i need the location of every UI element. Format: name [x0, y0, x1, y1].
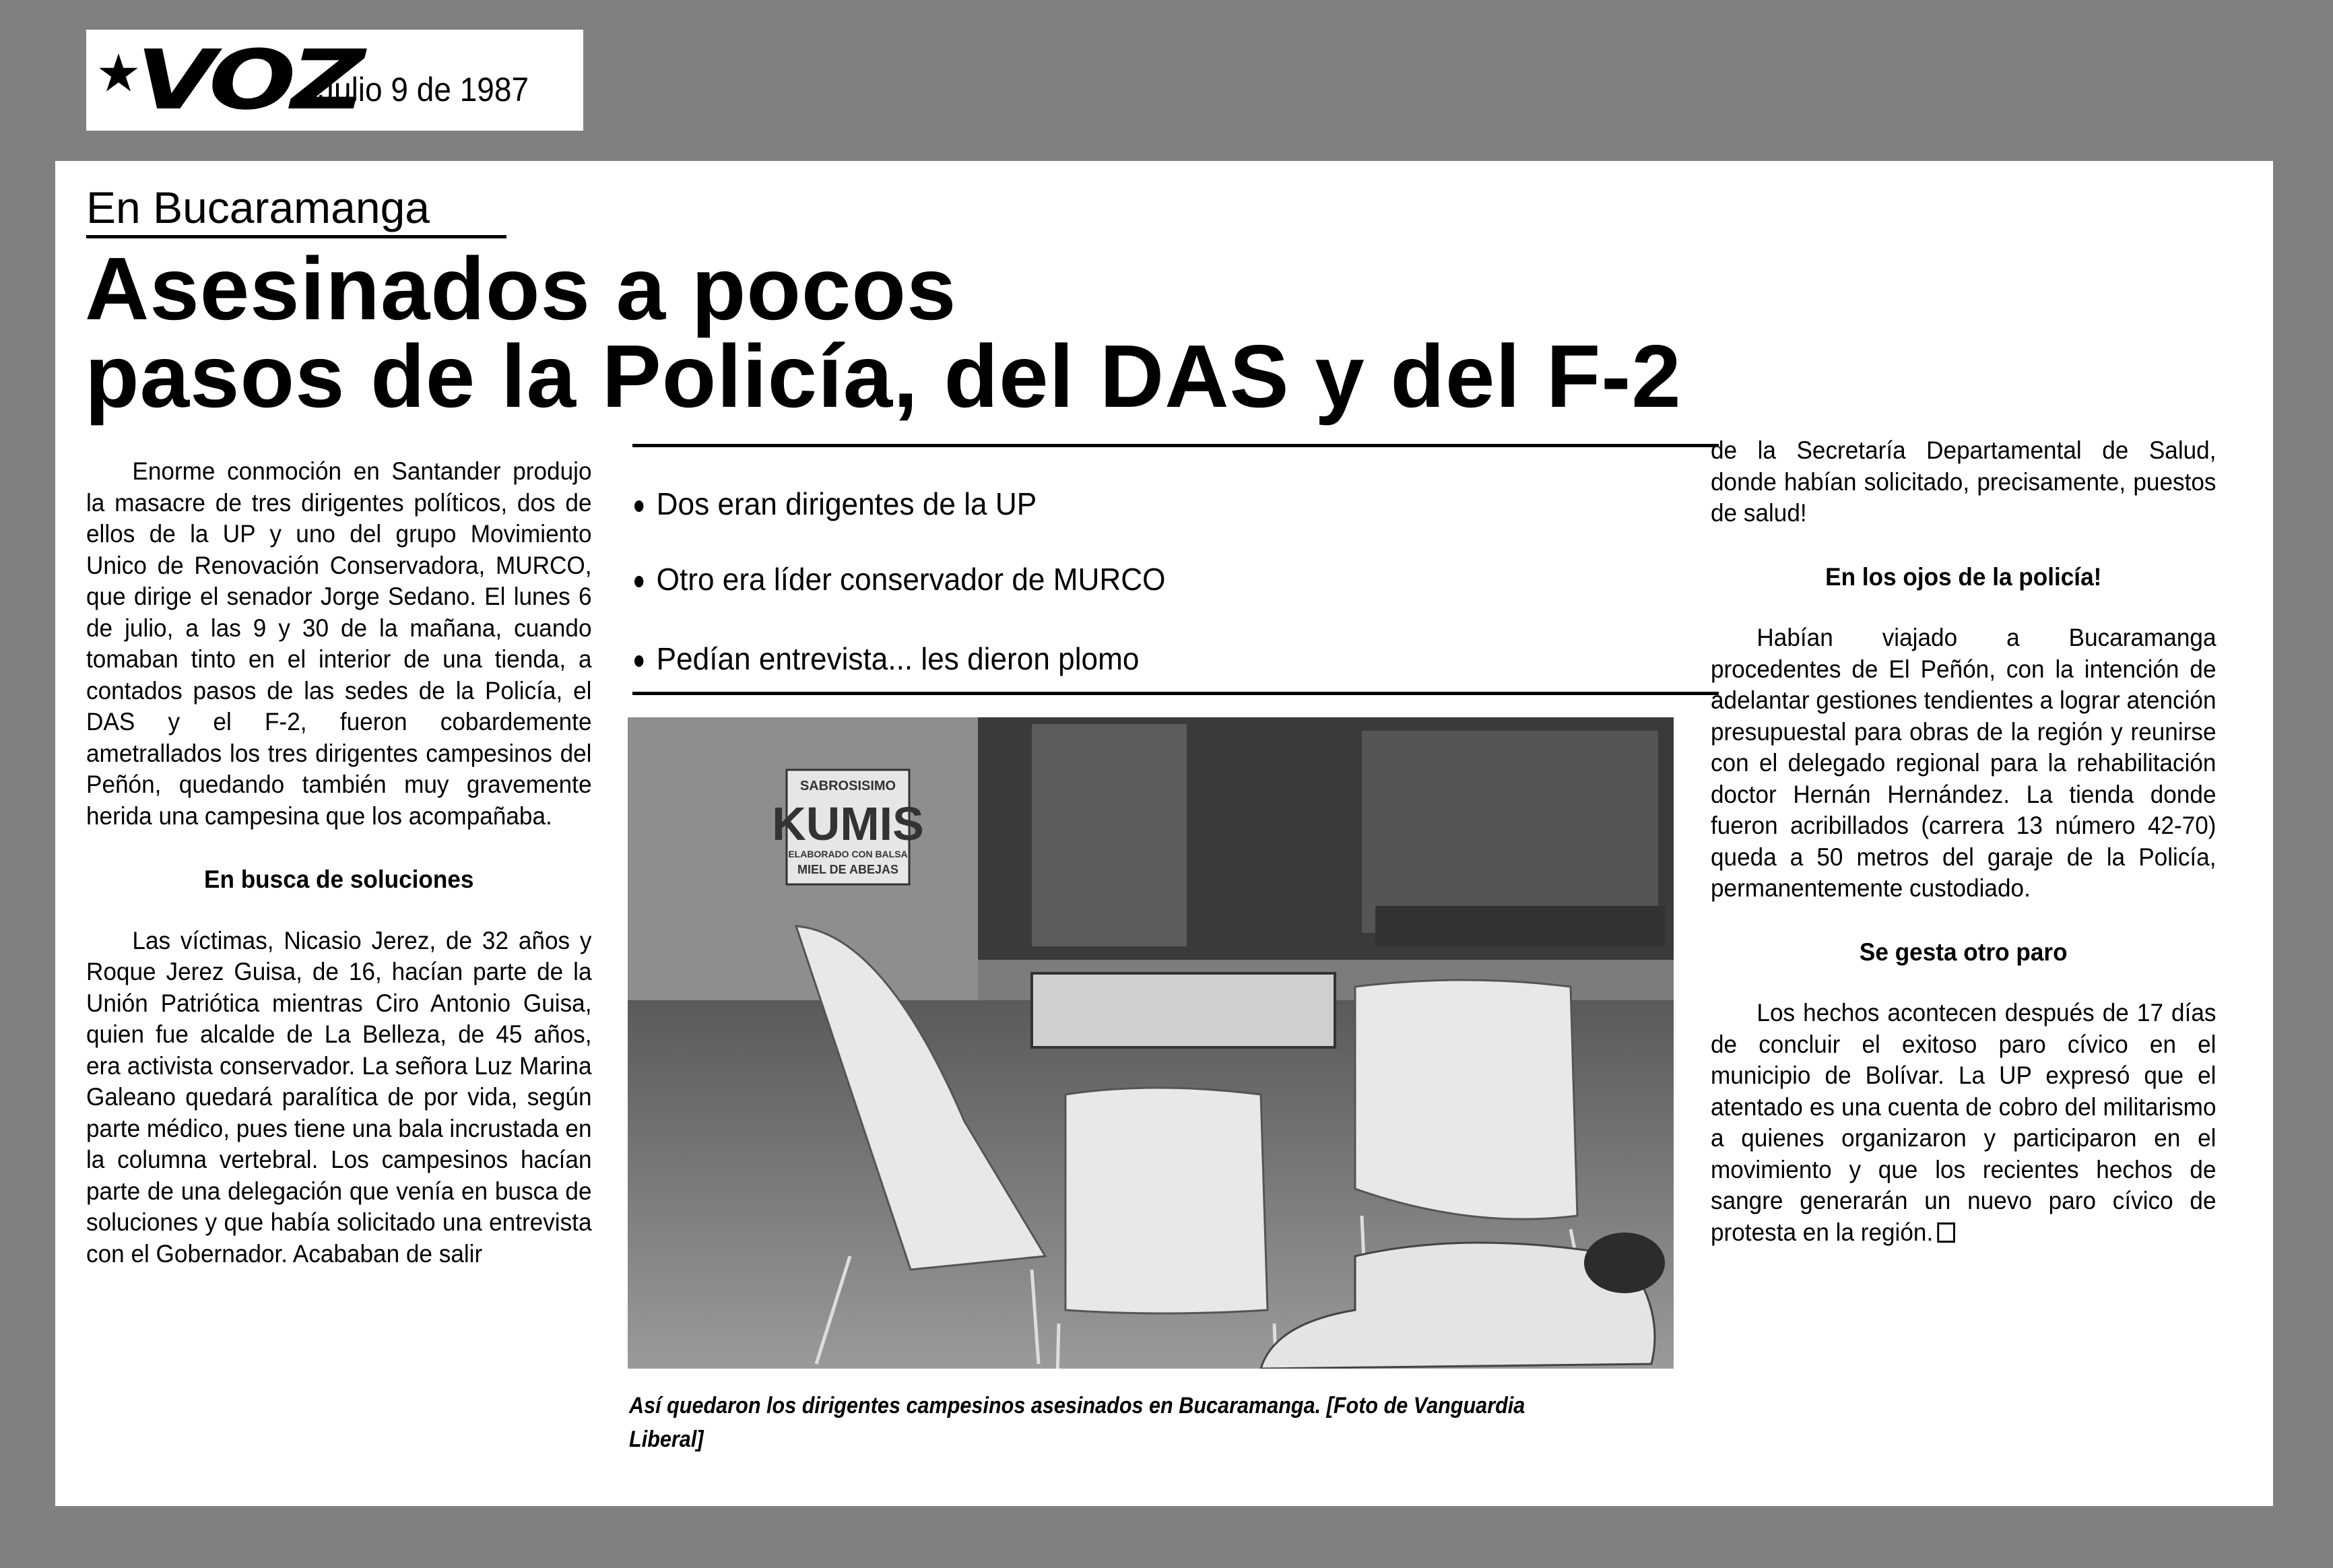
- paragraph: Las víctimas, Nicasio Jerez, de 32 años y Roque Jerez Guisa, de 16, hacían parte de la Unión Patriótica mientras Ciro Antonio Guisa, quien fue alcalde de La Belleza, de 45 años, era activista conservador. La señora Luz Marina Galeano quedará paralítica de por vida, según parte médico, pues tiene una bala incrustada en la columna vertebral. Los campesinos hacían parte de una delegación que venía en busca de soluciones y que había solicitado una entrevista con el Gobernador. Acababan de salir: [86, 926, 592, 1268]
- highlight-bullet: [634, 643, 1139, 674]
- newspaper-logo: VOZ: [136, 32, 361, 128]
- sign-text: ELABORADO CON BALSA: [788, 849, 908, 859]
- paragraph: [1711, 998, 2216, 1248]
- subheading: Se gesta otro paro: [1859, 938, 2068, 966]
- bullet-text: Otro era líder conservador de MURCO: [656, 562, 1166, 597]
- right-column: [1711, 435, 2216, 1248]
- article-clipping: [55, 161, 2273, 1506]
- kicker: En Bucaramanga: [86, 183, 430, 232]
- end-mark-icon: [1937, 1222, 1955, 1243]
- kicker-underline: [86, 235, 506, 238]
- headline-line-2: pasos de la Policía, del DAS y del F-2: [85, 327, 1682, 426]
- paragraph: de la Secretaría Departamental de Salud, donde habían solicitado, precisamente, puestos de salud!: [1711, 436, 2216, 527]
- paragraph: Enorme conmoción en Santander produjo la masacre de tres dirigentes políticos, dos de ellos de la UP y uno del grupo Movimiento Unico de Renovación Conservadora, MURCO, que dirige el senador Jorge Sedano. El lunes 6 de julio, a las 9 y 30 de la mañana, cuando tomaban tinto en el interior de una tienda, a contados pasos de las sedes de la Policía, el DAS y el F-2, fueron cobardemente ametrallados los tres dirigentes campesinos del Peñón, quedando también muy gravemente herida una campesina que los acompañaba.: [86, 457, 592, 830]
- photo-scene: [628, 717, 1674, 1369]
- sign-text: SABROSISIMO: [799, 779, 896, 793]
- paragraph: Habían viajado a Bucaramanga procedentes de El Peñón, con la intención de adelantar gestiones tendientes a lograr atención presupuestal para obras de la región y reunirse con el delegado regional para la rehabilitación doctor Hernán Hernández. La tienda donde fueron acribillados (carrera 13 número 42-70) queda a 50 metros del garaje de la Policía, permanentemente custodiado.: [1711, 624, 2216, 902]
- subheading: En los ojos de la policía!: [1825, 562, 2102, 591]
- paragraph-text: Los hechos acontecen después de 17 días de concluir el exitoso paro cívico en el municipio de Bolívar. La UP expresó que el atentado es una cuenta de cobro del militarismo a quienes organizaron y participaron en el movimiento y que los recientes hechos de sangre generarán un nuevo paro cívico de protesta en la región.: [1711, 999, 2216, 1246]
- star-icon: [98, 53, 139, 93]
- bullet-text: Pedían entrevista... les dieron plomo: [656, 641, 1140, 676]
- sign-text: MIEL DE ABEJAS: [797, 863, 899, 876]
- photo-caption: Así quedaron los dirigentes campesinos asesinados en Bucaramanga. [Foto de Vanguardia Liberal]: [629, 1393, 1525, 1452]
- kumis-sign: [772, 770, 924, 884]
- headline-line-1: Asesinados a pocos: [85, 239, 957, 338]
- bullet-icon: [634, 500, 643, 512]
- publication-date: Julio 9 de 1987: [319, 71, 529, 108]
- divider-rule: [632, 692, 1719, 695]
- subheading: En busca de soluciones: [204, 865, 474, 893]
- highlight-bullet: [634, 488, 1037, 519]
- news-photo: [628, 717, 1674, 1369]
- bullet-icon: [634, 576, 643, 587]
- divider-rule: [632, 444, 1719, 447]
- masthead-label: [86, 30, 583, 131]
- highlight-bullet: [634, 564, 1166, 595]
- sign-text: KUMIS: [772, 797, 924, 850]
- bullet-icon: [634, 655, 643, 667]
- bullet-text: Dos eran dirigentes de la UP: [656, 486, 1037, 521]
- left-column: [86, 456, 592, 1270]
